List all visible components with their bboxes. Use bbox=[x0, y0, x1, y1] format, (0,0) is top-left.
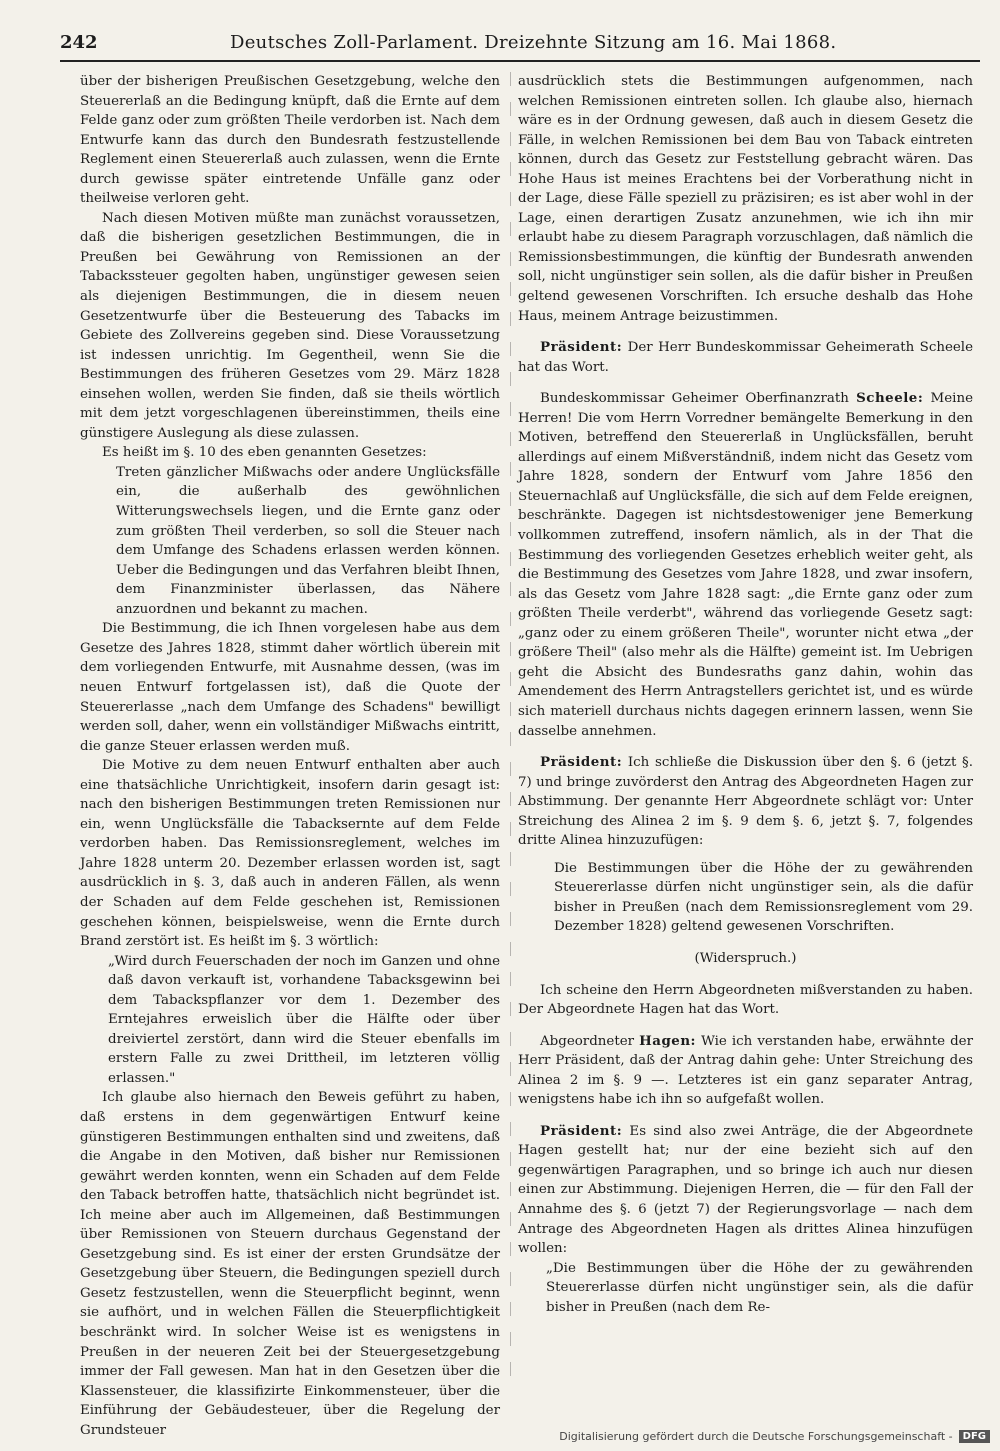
speech bbox=[518, 389, 973, 741]
column-separator bbox=[510, 72, 511, 1392]
quoted-paragraph: „Wird durch Feuerschaden der noch im Ganzen und ohne daß davon verkauft ist, vorhandene Tabacksgewinn bei dem Tabackspflanzer vor dem 1. Dezember des Erntejahres erweislich über die Hälfte oder über dreiviertel zerstört, dann wird die Steuer ebenfalls im erstern Falle zu zwei Drittheil, im letzteren völlig erlassen." bbox=[108, 953, 500, 1086]
header-rule bbox=[60, 60, 980, 62]
dfg-logo: DFG bbox=[959, 1430, 990, 1443]
paragraph: ausdrücklich stets die Bestimmungen aufgenommen, nach welchen Remissionen eintreten sollen. Ich glaube also, hiernach wäre es in der Ordnung gewesen, daß auch in diesem Gesetz die Fälle, in welchen Remissionen bei dem Bau von Taback eintreten können, durch das Gesetz zur Feststellung gebracht wären. Das Hohe Haus ist meines Erachtens bei der Vorberathung nicht in der Lage, diese Fälle speziell zu präzisiren; es ist aber wohl in der Lage, einen derartigen Zusatz anzunehmen, wie ich ihn mir erlaubt habe zu diesem Paragraph vorzuschlagen, daß nämlich die Remissionsbestimmungen, die künftig der Bundesrath anwenden soll, nicht ungünstiger sein sollen, als die dafür bisher in Preußen geltend gewesenen Vorschriften. Ich ersuche deshalb das Hohe Haus, meinem Antrage beizustimmen. bbox=[518, 74, 973, 324]
running-title: Deutsches Zoll-Parlament. Dreizehnte Sitzung am 16. Mai 1868. bbox=[230, 32, 837, 53]
paragraph: Es heißt im §. 10 des eben genannten Gesetzes: bbox=[102, 445, 427, 461]
left-column bbox=[80, 72, 500, 1440]
speaker-title: Abgeordneter bbox=[540, 1033, 635, 1049]
paragraph: über der bisherigen Preußischen Gesetzgebung, welche den Steuererlaß an die Bedingung knüpft, daß die Ernte auf dem Felde ganz oder zum größten Theile verdorben ist. Nach dem Entwurfe kann das durch den Bundesrath festzustellende Reglement einen Steuererlaß auch zulassen, wenn die Ernte durch gewisse später eintretende Unfälle ganz oder theilweise verloren geht. bbox=[80, 74, 500, 207]
speech bbox=[518, 1122, 973, 1259]
speech bbox=[518, 753, 973, 851]
page-number: 242 bbox=[60, 32, 98, 53]
speaker-name: Präsident: bbox=[540, 754, 623, 771]
digitization-footer bbox=[559, 1430, 990, 1443]
footer-text: Digitalisierung gefördert durch die Deutsche Forschungsgemeinschaft - bbox=[559, 1430, 953, 1443]
speaker-name: Scheele: bbox=[856, 390, 924, 407]
page-header bbox=[60, 28, 960, 58]
speech bbox=[518, 1032, 973, 1110]
quoted-paragraph: Treten gänzlicher Mißwachs oder andere Unglücksfälle ein, die außerhalb des gewöhnlichen Witterungswechsels liegen, und die Ernte ganz oder zum größten Theil verderben, so soll die Steuer nach dem Umfange des Schadens erlassen werden können. Ueber die Bedingungen und das Verfahren bleibt Ihnen, dem Finanzminister überlassen, das Nähere anzuordnen und bekannt zu machen. bbox=[116, 464, 500, 617]
speaker-name: Präsident: bbox=[540, 1122, 623, 1139]
speech-text: Wie ich verstanden habe, erwähnte der Herr Präsident, daß der Antrag dahin gehe: Unter Streichung des Alinea 2 im §. 9 —. Letzteres ist ein ganz separater Antrag, wenigstens habe ich ihn so aufgefaßt wollen. bbox=[518, 1033, 973, 1108]
paragraph: Die Motive zu dem neuen Entwurf enthalten aber auch eine thatsächliche Unrichtigkeit, insofern darin gesagt ist: nach den bisherigen Bestimmungen treten Remissionen nur ein, wenn Unglücksfälle die Tabacksernte auf dem Felde verdorben haben. Das Remissionsreglement, welches im Jahre 1828 unterm 20. Dezember erlassen worden ist, sagt ausdrücklich in §. 3, daß auch in anderen Fällen, als wenn der Schaden auf dem Felde geschehen ist, Remissionen geschehen können, beispielsweise, wenn die Ernte durch Brand zerstört ist. Es heißt im §. 3 wörtlich: bbox=[80, 758, 500, 950]
speaker-name: Präsident: bbox=[540, 339, 623, 356]
speaker-name: Hagen: bbox=[639, 1032, 696, 1049]
speech-text: Es sind also zwei Anträge, die der Abgeordnete Hagen gestellt hat; nur der eine bezieht sich auf den gegenwärtigen Paragraphen, und so bringe ich auch nur diesen einen zur Abstimmung. Diejenigen Herren, die — für den Fall der Annahme des §. 6 (jetzt 7) der Regierungsvorlage — nach dem Antrage des Abgeordneten Hagen als drittes Alinea hinzufügen wollen: bbox=[518, 1123, 973, 1257]
paragraph: Die Bestimmung, die ich Ihnen vorgelesen habe aus dem Gesetze des Jahres 1828, stimmt daher wörtlich überein mit dem vorliegenden Entwurfe, mit Ausnahme dessen, (was im neuen Entwurf fortgelassen ist), daß die Quote der Steuererlasse „nach dem Umfange des Schadens" bewilligt werden soll, daher, wenn ein vollständiger Mißwachs eintritt, die ganze Steuer erlassen werden muß. bbox=[80, 621, 500, 754]
speech-text: Meine Herren! Die vom Herrn Vorredner bemängelte Bemerkung in den Motiven, betreffend den Steuererlaß in Unglücksfällen, beruht allerdings auf einem Mißverständniß, indem nicht das Gesetz vom Jahre 1828, sondern der Entwurf vom Jahre 1856 den Steuernachlaß auf Unglücksfälle, die sich auf dem Felde ereignen, beschränkte. Dagegen ist nichtsdestoweniger jene Bemerkung vollkommen zutreffend, insofern nämlich, als in der That die Bestimmung des vorliegenden Gesetzes erheblich weiter geht, als die Bestimmung des Gesetzes vom Jahre 1828, und zwar insofern, als das Gesetz vom Jahre 1828 sagt: „die Ernte ganz oder zum größten Theile verderbt", während das vorliegende Gesetz sagt: „ganz oder zu einem größeren Theile", worunter nicht etwa „der größere Theil" (also mehr als die Hälfte) gemeint ist. Im Uebrigen geht die Absicht des Bundesraths ganz dahin, wohin das Amendement des Herrn Antragstellers gerichtet ist, und es würde sich materiell durchaus nichts dagegen erinnern lassen, wenn Sie dasselbe annehmen. bbox=[518, 391, 973, 739]
paragraph: Nach diesen Motiven müßte man zunächst voraussetzen, daß die bisherigen gesetzlichen Bestimmungen, die in Preußen bei Gewährung von Remissionen an der Tabackssteuer gegolten haben, ungünstiger gewesen seien als diejenigen Bestimmungen, die in diesem neuen Gesetzentwurfe über die Besteuerung des Tabacks im Gebiete des Zollvereins gegeben sind. Diese Voraussetzung ist indessen unrichtig. Im Gegentheil, wenn Sie die Bestimmungen des früheren Gesetzes vom 29. März 1828 einsehen wollen, werden Sie finden, daß sie theils wörtlich mit dem jetzt vorgeschlagenen übereinstimmen, theils eine günstigere Auslegung als diese zulassen. bbox=[80, 210, 500, 441]
right-column bbox=[518, 72, 973, 1317]
quoted-paragraph: Die Bestimmungen über die Höhe der zu gewährenden Steuererlasse dürfen nicht ungünstiger sein, als die dafür bisher in Preußen (nach dem Remissionsreglement vom 29. Dezember 1828) geltend gewesenen Vorschriften. bbox=[554, 860, 973, 935]
speech-text: Der Herr Bundeskommissar Geheimerath Scheele hat das Wort. bbox=[518, 340, 973, 375]
interjection: (Widerspruch.) bbox=[694, 950, 797, 966]
speech-text: Ich schließe die Diskussion über den §. 6 (jetzt §. 7) und bringe zuvörderst den Antrag des Abgeordneten Hagen zur Abstimmung. Der genannte Herr Abgeordnete schlägt vor: Unter Streichung des Alinea 2 im §. 9 dem §. 6, jetzt §. 7, folgendes dritte Alinea hinzuzufügen: bbox=[518, 755, 973, 849]
paragraph: Ich glaube also hiernach den Beweis geführt zu haben, daß erstens in dem gegenwärtigen Entwurf keine günstigeren Bestimmungen enthalten sind und zweitens, daß die Angabe in den Motiven, daß bisher nur Remissionen gewährt werden konnten, wenn ein Schaden auf dem Felde den Taback betroffen hatte, thatsächlich nicht begründet ist. Ich meine aber auch im Allgemeinen, daß Bestimmungen über Remissionen von Steuern durchaus Gegenstand der Gesetzgebung sind. Es ist einer der ersten Grundsätze der Gesetzgebung über Steuern, die Bedingungen speziell durch Gesetz festzustellen, wenn die Steuerpflicht beginnt, wenn sie aufhört, und in welchen Fällen die Steuerpflichtigkeit beschränkt wird. In solcher Weise ist es wenigstens in Preußen in der neueren Zeit bei der Steuergesetzgebung immer der Fall gewesen. Man hat in den Gesetzen über die Klassensteuer, die klassifizirte Einkommensteuer, über die Einführung der Gebäudesteuer, über die Regelung der Grundsteuer bbox=[80, 1090, 500, 1438]
quoted-paragraph: „Die Bestimmungen über die Höhe der zu gewährenden Steuererlasse dürfen nicht ungünstiger sein, als die dafür bisher in Preußen (nach dem Re- bbox=[546, 1260, 973, 1315]
paragraph: Ich scheine den Herrn Abgeordneten mißverstanden zu haben. Der Abgeordnete Hagen hat das Wort. bbox=[518, 982, 973, 1018]
speech bbox=[518, 338, 973, 377]
speaker-title: Bundeskommissar Geheimer Oberfinanzrath bbox=[540, 391, 849, 407]
